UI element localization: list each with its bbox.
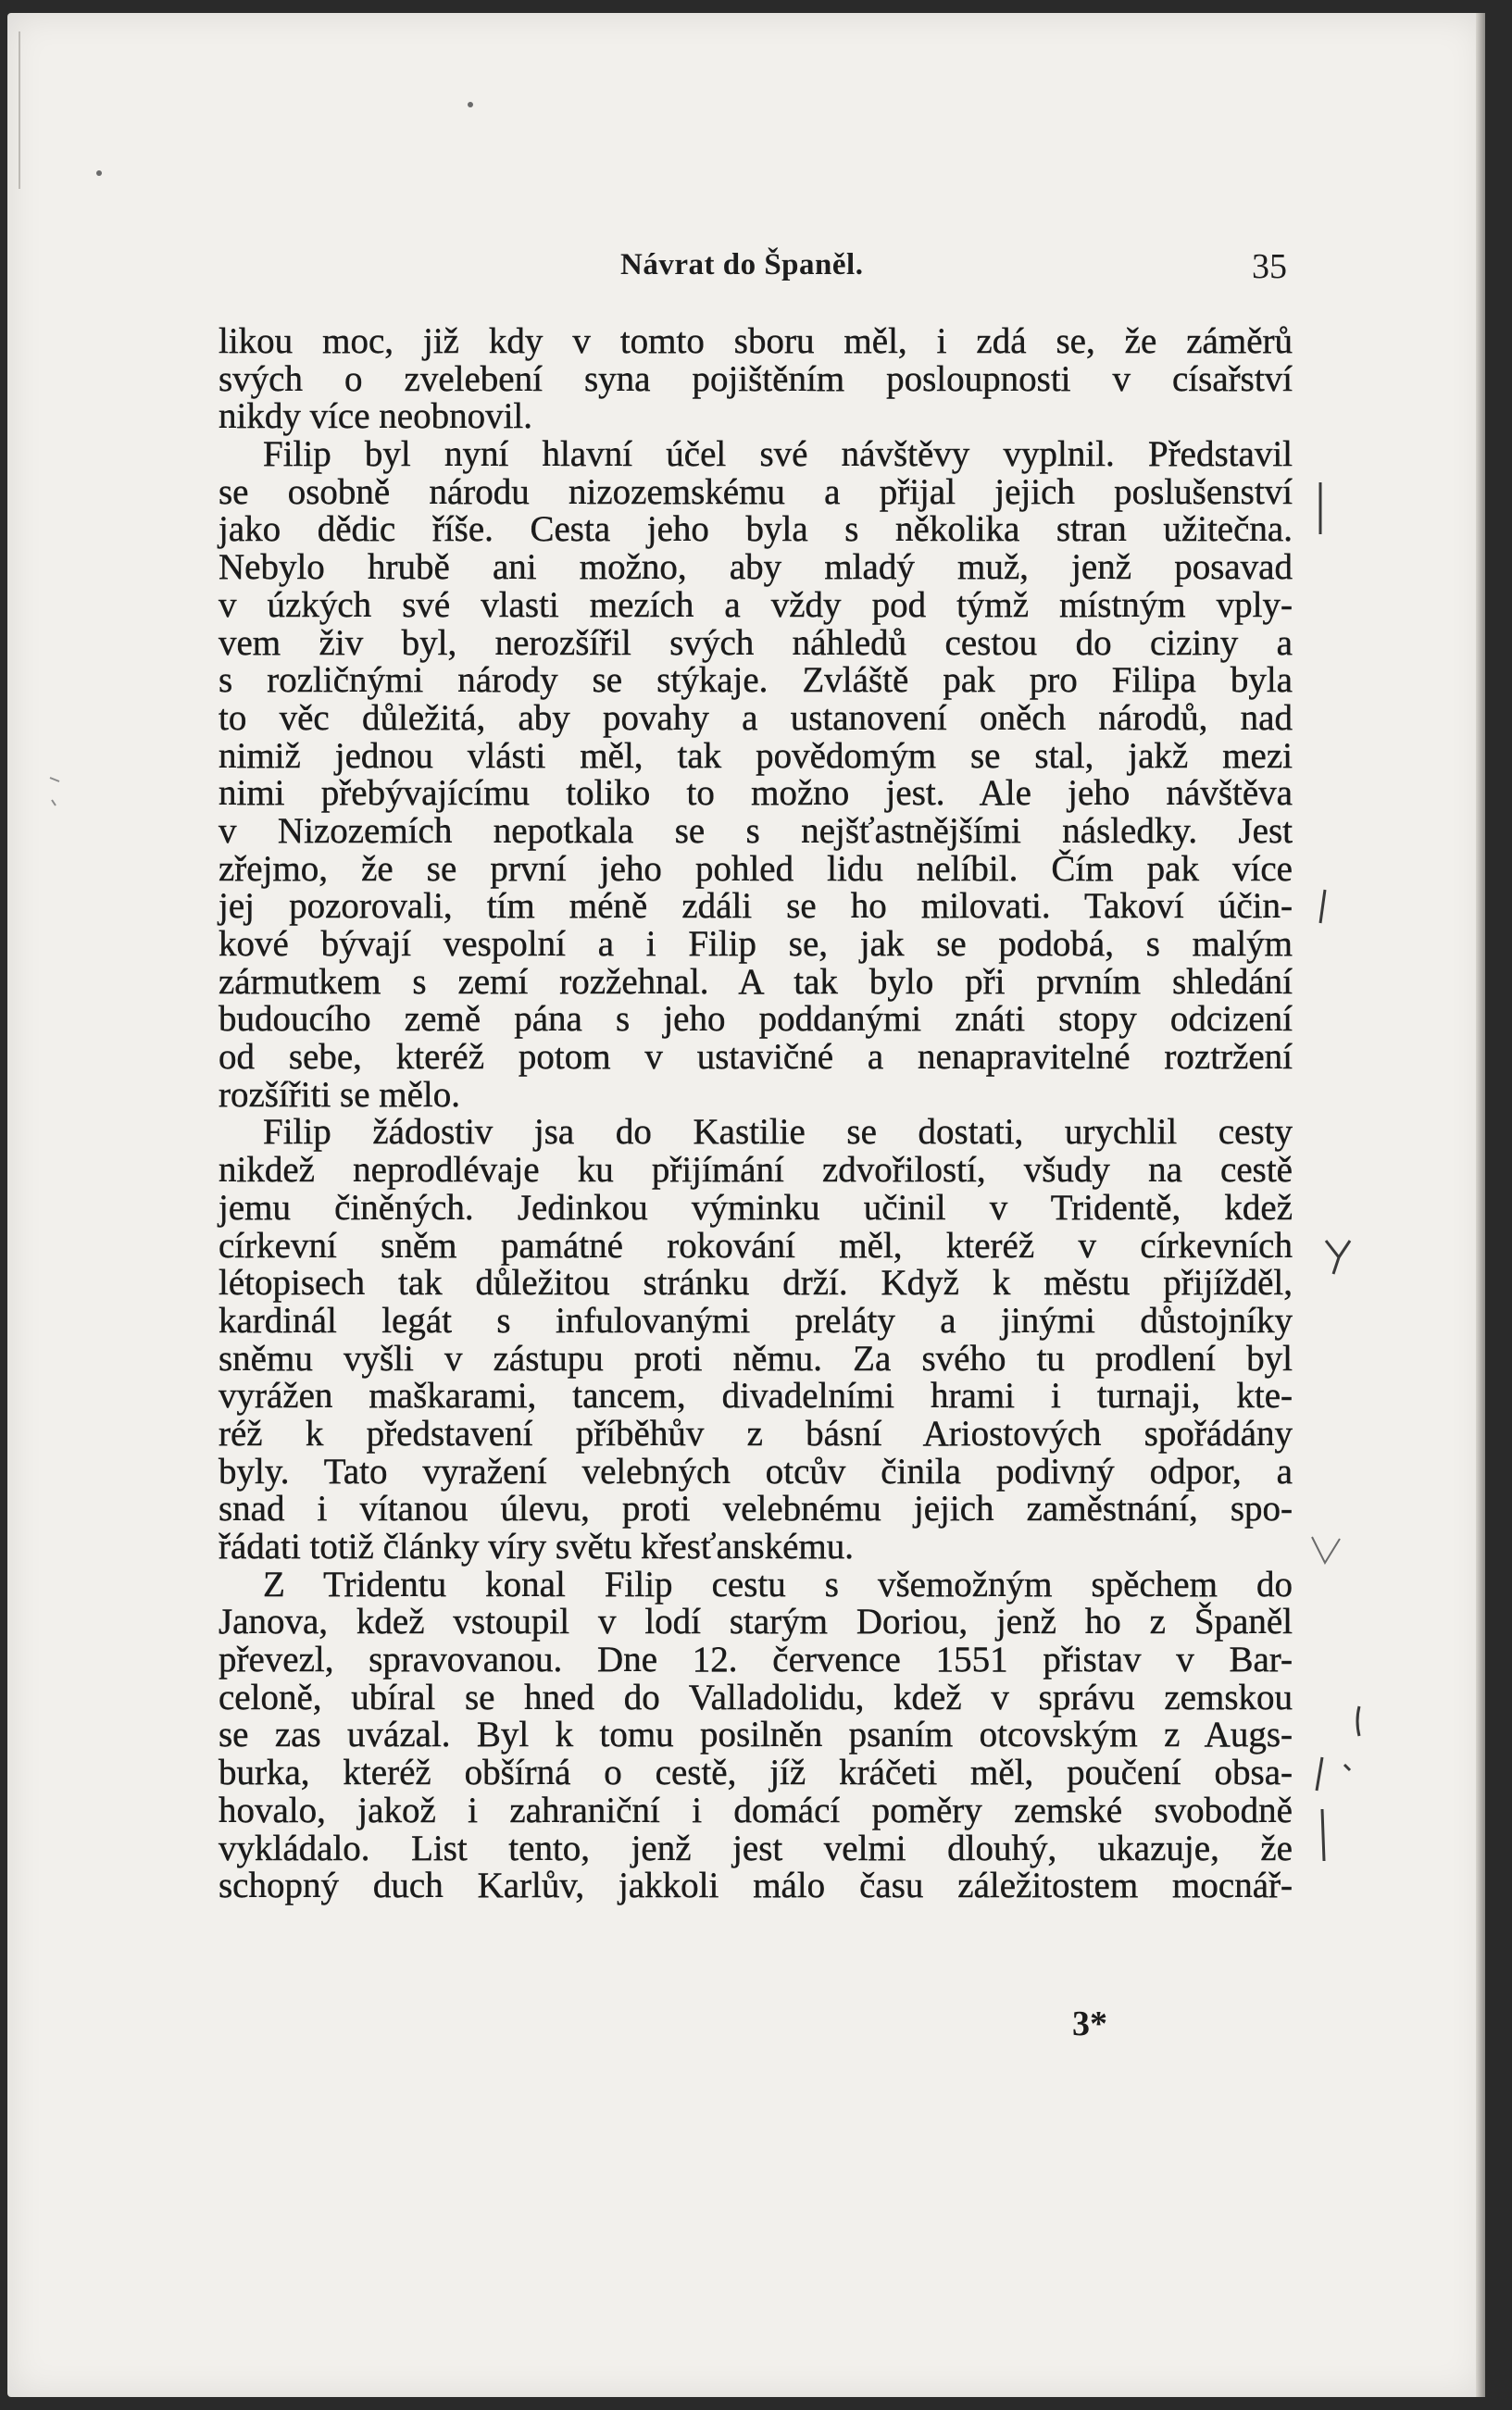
text-line: vyrážen maškarami, tancem, divadelními hrami i turnaji, kte- [219, 1376, 1293, 1417]
text-line: Z Tridentu konal Filip cestu s všemožným spěchem do [263, 1564, 1293, 1605]
book-page [7, 13, 1485, 2397]
text-line: Nebylo hrubě ani možno, aby mladý muž, jenž posavad [219, 547, 1293, 588]
text-line: jej pozorovali, tím méně zdáli se ho milovati. Takoví účin- [219, 886, 1293, 927]
text-line: vem živ byl, nerozšířil svých náhledů cestou do ciziny a [219, 622, 1293, 663]
text-line: létopisech tak důležitou stránku drží. Když k městu přijížděl, [219, 1263, 1293, 1304]
text-line: zármutkem s zemí rozžehnal. A tak bylo při prvním shledání [219, 961, 1293, 1002]
text-line: vykládalo. List tento, jenž jest velmi dlouhý, ukazuje, že [219, 1828, 1293, 1868]
text-line: jemu činěných. Jedinkou výminku učinil v Tridentě, kdež [219, 1187, 1293, 1228]
page-edge [1476, 13, 1485, 2397]
text-line: se osobně národu nizozemskému a přijal jejich poslušenství [219, 471, 1293, 512]
text-line: sněmu vyšli v zástupu proti němu. Za svého tu prodlení byl [219, 1338, 1293, 1379]
text-line: převezl, spravovanou. Dne 12. července 1551 přistav v Bar- [219, 1640, 1293, 1680]
text-line: rozšířiti se mělo. [219, 1074, 461, 1115]
margin-tick-mark [1316, 888, 1331, 925]
binding-edge [19, 31, 20, 189]
text-line: Filip byl nyní hlavní účel své návštěvy vyplnil. Představil [263, 434, 1293, 475]
text-line: od sebe, kteréž potom v ustavičné a nenapravitelné roztržení [219, 1037, 1293, 1078]
text-line: zřejmo, že se první jeho pohled lidu nelíbil. Čím pak více [219, 848, 1293, 889]
text-line: kardinál legát s infulovanými preláty a jinými důstojníky [219, 1300, 1293, 1341]
text-line: nikdy více neobnovil. [219, 396, 533, 437]
page-number: 35 [1252, 247, 1287, 286]
text-line: jako dědic říše. Cesta jeho byla s několika stran užitečna. [219, 509, 1293, 550]
text-line: burka, kteréž obšírná o cestě, jíž kráčeti měl, poučení obsa- [219, 1753, 1293, 1793]
ink-speck [96, 170, 102, 176]
running-title: Návrat do Španěl. [620, 248, 864, 281]
text-line: to věc důležitá, aby povahy a ustanovení oněch národů, nad [219, 697, 1293, 738]
margin-specks [44, 772, 67, 809]
text-line: celoně, ubíral se hned do Valladolidu, kdež v správu zemskou [219, 1677, 1293, 1717]
margin-x-mark [1320, 1237, 1357, 1278]
text-line: schopný duch Karlův, jakkoli málo času záležitostem mocnář- [219, 1866, 1293, 1906]
text-line: likou moc, již kdy v tomto sboru měl, i zdá se, že záměrů [219, 321, 1293, 361]
text-line: réž k představení příběhův z básní Ariostových spořádány [219, 1413, 1293, 1454]
margin-bracket-mark [1311, 481, 1330, 536]
text-line: budoucího země pána s jeho poddanými znáti stopy odcizení [219, 999, 1293, 1040]
text-line: byly. Tato vyražení velebných otcův činila podivný odpor, a [219, 1451, 1293, 1492]
text-line: hovalo, jakož i zahraniční i domácí poměry zemské svobodně [219, 1790, 1293, 1830]
text-line: v úzkých své vlasti mezích a vždy pod týmž místným vply- [219, 584, 1293, 625]
text-line: Filip žádostiv jsa do Kastilie se dostati, urychlil cesty [263, 1112, 1293, 1153]
text-line: nimi přebývajícímu toliko to možno jest. Ale jeho návštěva [219, 773, 1293, 814]
text-line: kové bývají vespolní a i Filip se, jak se podobá, s malým [219, 924, 1293, 964]
ink-speck [468, 102, 473, 107]
text-line: snad i vítanou úlevu, proti velebnému jejich zaměstnání, spo- [219, 1489, 1293, 1530]
text-line: řádati totiž články víry světu křesťanskému. [219, 1527, 854, 1567]
text-line: nimiž jednou vlásti měl, tak povědomým se stal, jakž mezi [219, 735, 1293, 776]
margin-tick-mark [1350, 1703, 1368, 1740]
text-line: svých o zvelebení syna pojištěním posloupnosti v císařství [219, 358, 1293, 399]
text-line: se zas uvázal. Byl k tomu posilněn psaním otcovským z Augs- [219, 1715, 1293, 1755]
text-line: s rozličnými národy se stýkaje. Zvláště pak pro Filipa byla [219, 660, 1293, 701]
text-line: v Nizozemích nepotkala se s nejšťastnějšími následky. Jest [219, 810, 1293, 851]
body-text [219, 323, 1293, 1905]
text-line: nikdež neprodlévaje ku přijímání zdvořilostí, všudy na cestě [219, 1150, 1293, 1191]
margin-v-mark [1308, 1531, 1345, 1572]
text-line: Janova, kdež vstoupil v lodí starým Doriou, jenž ho z Španěl [219, 1602, 1293, 1642]
text-line: církevní sněm památné rokování měl, kteréž v církevních [219, 1225, 1293, 1266]
margin-bracket-mark [1304, 1754, 1359, 1865]
page-header [213, 243, 1287, 289]
signature-mark: 3* [1072, 2004, 1107, 2043]
